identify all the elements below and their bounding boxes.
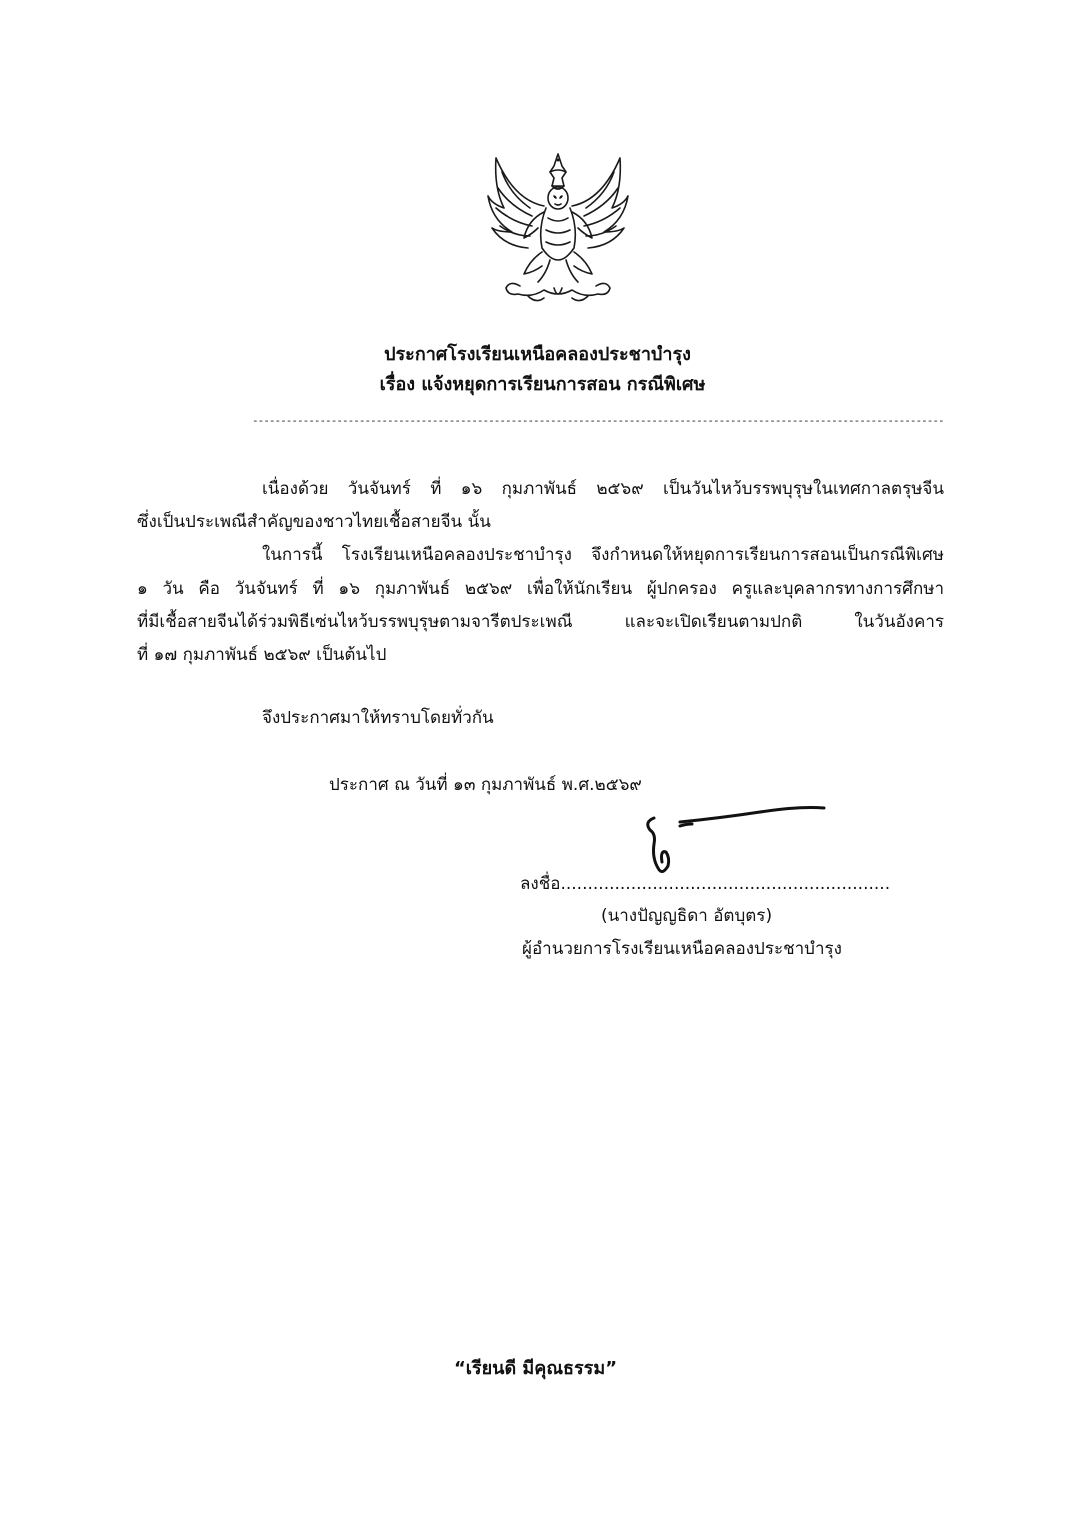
header-separator: --------------------------------------------------------------------------------------------------------------------------- xyxy=(252,414,944,427)
signer-position: ผู้อำนวยการโรงเรียนเหนือคลองประชาบำรุง xyxy=(522,939,842,959)
paragraph-2-line-2: ๑ วัน คือ วันจันทร์ ที่ ๑๖ กุมภาพันธ์ ๒๕๖๙ เพื่อให้นักเรียน ผู้ปกครอง ครูและบุคลากรทางการศึกษา xyxy=(137,579,944,599)
paragraph-2-line-4: ที่ ๑๗ กุมภาพันธ์ ๒๕๖๙ เป็นต้นไป xyxy=(137,645,387,665)
announcement-header xyxy=(0,340,1065,400)
signature-line: ลงชื่อ............................................................. xyxy=(520,874,891,894)
signer-name: (นางปัญญธิดา อัตบุตร) xyxy=(601,906,773,926)
announcement-subject: เรื่อง แจ้งหยุดการเรียนการสอน กรณีพิเศษ xyxy=(379,374,706,395)
school-motto: “เรียนดี มีคุณธรรม” xyxy=(453,1358,618,1379)
paragraph-2-line-3: ที่มีเชื้อสายจีนได้ร่วมพิธีเซ่นไหว้บรรพบุรุษตามจารีตประเพณี และจะเปิดเรียนตามปกติ ในวันอังคาร xyxy=(137,612,944,632)
paragraph-2-line-1: ในการนี้ โรงเรียนเหนือคลองประชาบำรุง จึงกำหนดให้หยุดการเรียนการสอนเป็นกรณีพิเศษ xyxy=(262,545,944,565)
paragraph-1-line-2: ซึ่งเป็นประเพณีสำคัญของชาวไทยเชื้อสายจีน นั้น xyxy=(137,512,491,532)
paragraph-1-line-1: เนื่องด้วย วันจันทร์ ที่ ๑๖ กุมภาพันธ์ ๒๕๖๙ เป็นวันไหว้บรรพบุรุษในเทศกาลตรุษจีน xyxy=(262,479,944,499)
garuda-emblem-icon xyxy=(484,148,632,306)
announcement-date: ประกาศ ณ วันที่ ๑๓ กุมภาพันธ์ พ.ศ.๒๕๖๙ xyxy=(329,775,642,795)
announcement-title: ประกาศโรงเรียนเหนือคลองประชาบำรุง xyxy=(384,344,691,365)
closing-statement: จึงประกาศมาให้ทราบโดยทั่วกัน xyxy=(262,708,494,728)
